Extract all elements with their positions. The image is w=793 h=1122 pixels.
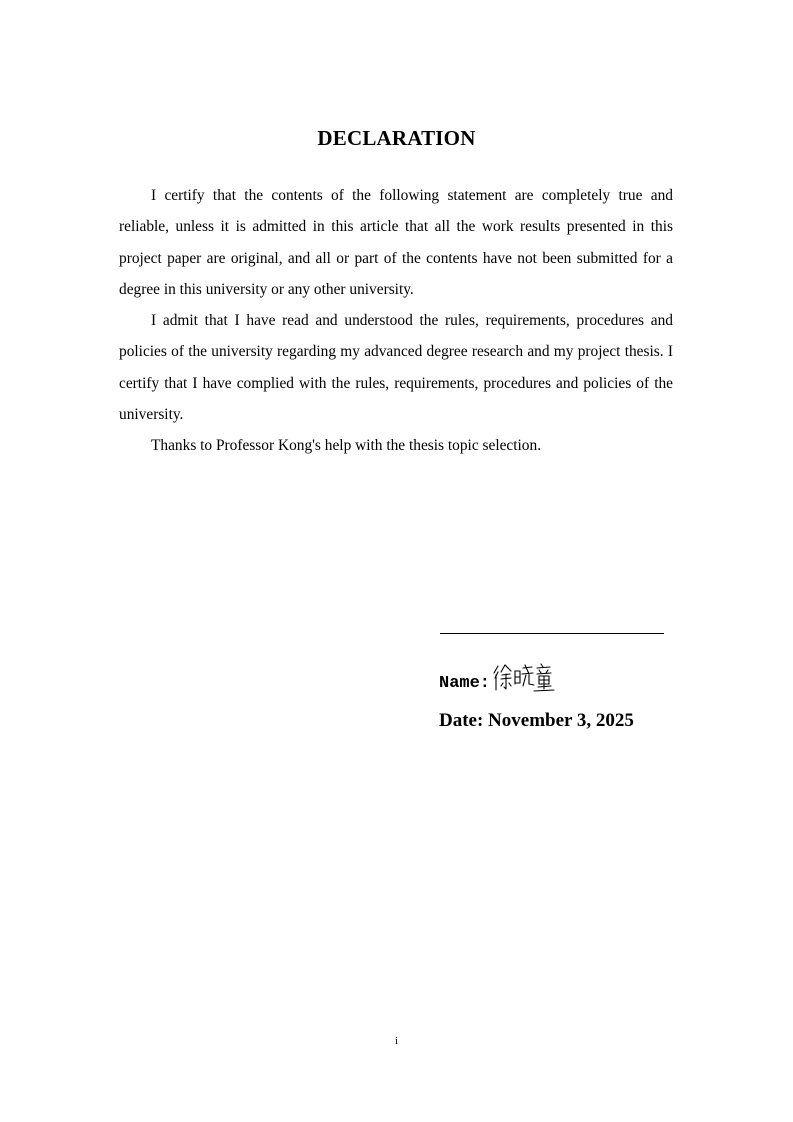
name-label: Name: (439, 674, 491, 693)
handwritten-signature (492, 662, 556, 696)
declaration-paragraph-1: I certify that the contents of the following statement are completely true and reliable, unless it is admitted in this article that all the work results presented in this project paper are original, and all or part of the contents have not been submitted for a degree in this university or any other university. (119, 187, 673, 298)
declaration-paragraph-2: I admit that I have read and understood the rules, requirements, procedures and policies of the university regarding my advanced degree research and my project thesis. I certify that I have complied with the rules, requirements, procedures and policies of the university. (119, 312, 673, 424)
page-title: DECLARATION (317, 126, 476, 150)
declaration-body (119, 180, 673, 462)
declaration-paragraph-3: Thanks to Professor Kong's help with the thesis topic selection. (151, 437, 542, 455)
date-line: Date: November 3, 2025 (439, 710, 634, 731)
signature-line (440, 633, 664, 634)
page-number: i (394, 1035, 399, 1047)
name-row (439, 656, 556, 696)
